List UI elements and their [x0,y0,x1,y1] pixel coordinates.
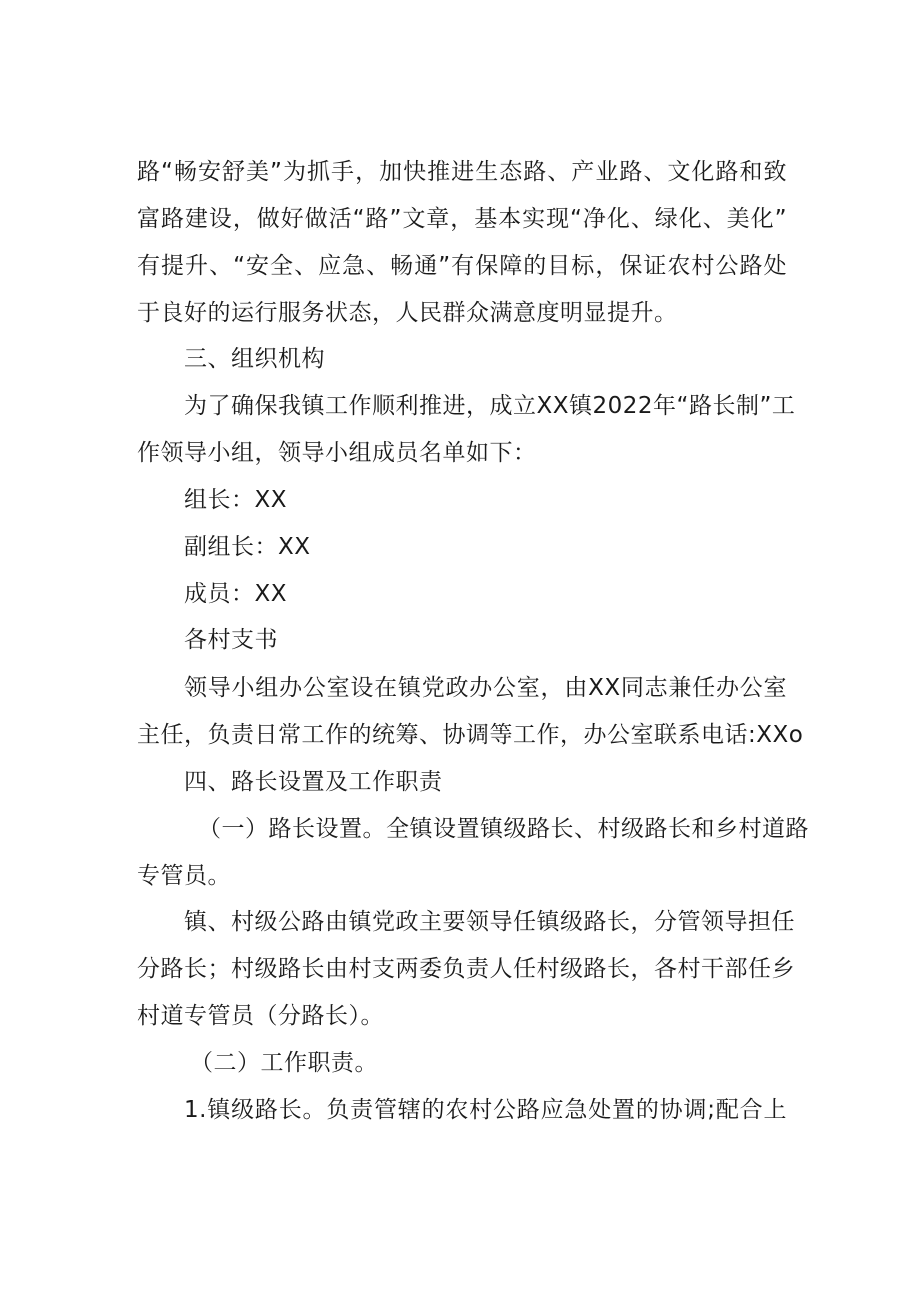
section-heading: 四、路长设置及工作职责 [184,769,443,795]
paragraph-line: 富路建设，做好做活“路”文章，基本实现“净化、绿化、美化” [137,206,787,232]
member-line: 成员：XX [184,581,288,607]
member-line: 副组长：XX [184,534,311,560]
member-line: 各村支书 [184,627,278,653]
member-line: 组长：XX [184,487,288,513]
paragraph-line: 分路长；村级路长由村支两委负责人任村级路长，各村干部任乡 [137,956,795,982]
paragraph-line: 镇、村级公路由镇党政主要领导任镇级路长，分管领导担任 [184,909,795,935]
paragraph-line: 村道专管员（分路长）。 [137,1003,384,1029]
subsection-heading: （二）工作职责。 [190,1050,378,1076]
paragraph-line: 为了确保我镇工作顺利推进，成立XX镇2022年“路长制”工 [184,393,796,419]
paragraph-line: 领导小组办公室设在镇党政办公室，由XX同志兼任办公室 [184,675,787,701]
paragraph-line: 专管员。 [137,863,231,889]
paragraph-line: （一）路长设置。全镇设置镇级路长、村级路长和乡村道路 [198,816,809,842]
paragraph-line: 作领导小组，领导小组成员名单如下： [137,440,537,466]
paragraph-line: 有提升、“安全、应急、畅通”有保障的目标，保证农村公路处 [137,253,787,279]
paragraph-line: 于良好的运行服务状态，人民群众满意度明显提升。 [137,300,678,326]
paragraph-line: 1.镇级路长。负责管辖的农村公路应急处置的协调;配合上 [184,1097,787,1123]
paragraph-line: 路“畅安舒美”为抓手，加快推进生态路、产业路、文化路和致 [137,159,787,185]
section-heading: 三、组织机构 [184,346,325,372]
paragraph-line: 主任，负责日常工作的统筹、协调等工作，办公室联系电话:XXo [137,722,804,748]
